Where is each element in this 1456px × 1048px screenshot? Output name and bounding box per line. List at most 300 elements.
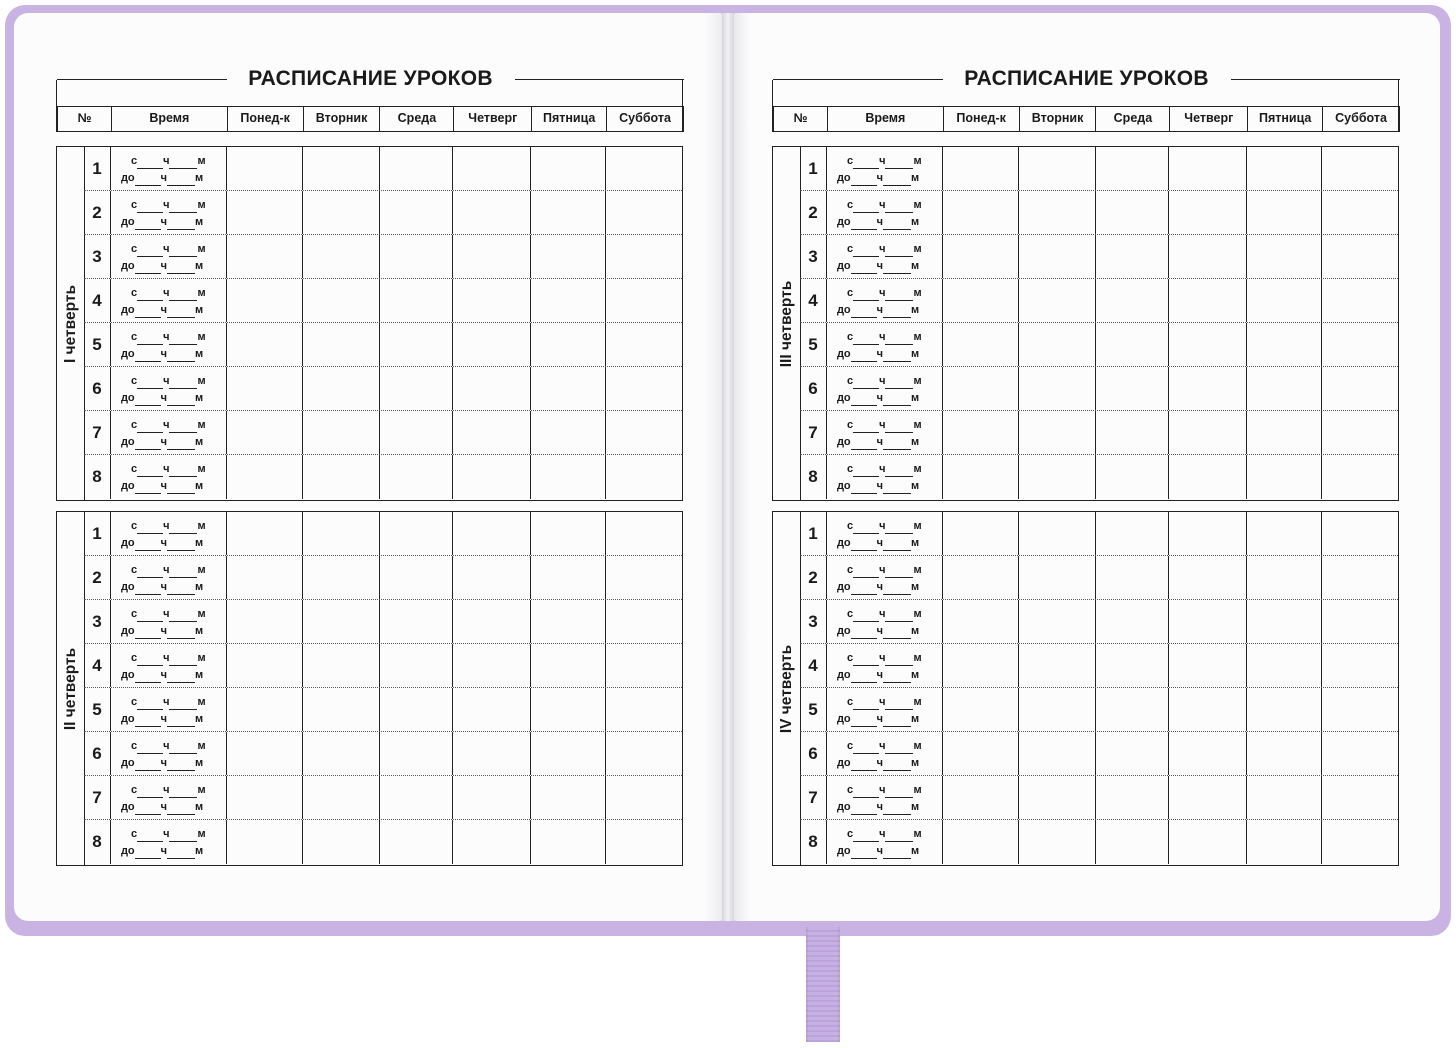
minutes-blank[interactable] <box>883 394 911 406</box>
day-cell[interactable] <box>1169 455 1247 499</box>
lesson-time-field[interactable] <box>111 323 227 366</box>
day-cell[interactable] <box>943 235 1019 278</box>
day-cell[interactable] <box>1169 732 1247 775</box>
day-cell[interactable] <box>1247 147 1322 190</box>
hours-blank[interactable] <box>851 627 877 639</box>
hours-blank[interactable] <box>851 759 877 771</box>
day-cell[interactable] <box>1169 688 1247 731</box>
hours-blank[interactable] <box>851 583 877 595</box>
minutes-blank[interactable] <box>883 627 911 639</box>
hours-blank[interactable] <box>853 830 879 842</box>
hours-blank[interactable] <box>851 671 877 683</box>
lesson-time-field[interactable] <box>111 147 227 190</box>
day-cell[interactable] <box>380 776 454 819</box>
day-cell[interactable] <box>453 688 531 731</box>
hours-blank[interactable] <box>137 333 163 345</box>
day-cell[interactable] <box>1322 776 1398 819</box>
lesson-time-field[interactable] <box>827 191 943 234</box>
day-cell[interactable] <box>531 556 606 599</box>
day-cell[interactable] <box>606 688 682 731</box>
minutes-blank[interactable] <box>169 566 197 578</box>
day-cell[interactable] <box>227 235 303 278</box>
minutes-blank[interactable] <box>885 157 913 169</box>
day-cell[interactable] <box>380 279 454 322</box>
day-cell[interactable] <box>380 512 454 555</box>
lesson-time-field[interactable] <box>827 147 943 190</box>
day-cell[interactable] <box>303 644 380 687</box>
hours-blank[interactable] <box>135 350 161 362</box>
hours-blank[interactable] <box>851 174 877 186</box>
day-cell[interactable] <box>606 235 682 278</box>
minutes-blank[interactable] <box>885 830 913 842</box>
hours-blank[interactable] <box>137 157 163 169</box>
day-cell[interactable] <box>380 147 454 190</box>
day-cell[interactable] <box>380 688 454 731</box>
day-cell[interactable] <box>1247 820 1322 864</box>
day-cell[interactable] <box>380 600 454 643</box>
lesson-time-field[interactable] <box>827 235 943 278</box>
lesson-time-field[interactable] <box>111 455 227 499</box>
day-cell[interactable] <box>1247 776 1322 819</box>
day-cell[interactable] <box>1096 644 1170 687</box>
day-cell[interactable] <box>1169 279 1247 322</box>
day-cell[interactable] <box>1169 367 1247 410</box>
day-cell[interactable] <box>1019 147 1096 190</box>
minutes-blank[interactable] <box>167 847 195 859</box>
day-cell[interactable] <box>303 279 380 322</box>
lesson-time-field[interactable] <box>827 367 943 410</box>
minutes-blank[interactable] <box>167 394 195 406</box>
day-cell[interactable] <box>303 367 380 410</box>
day-cell[interactable] <box>227 556 303 599</box>
hours-blank[interactable] <box>135 847 161 859</box>
day-cell[interactable] <box>1322 235 1398 278</box>
hours-blank[interactable] <box>853 289 879 301</box>
hours-blank[interactable] <box>851 262 877 274</box>
day-cell[interactable] <box>1096 455 1170 499</box>
day-cell[interactable] <box>227 367 303 410</box>
hours-blank[interactable] <box>135 482 161 494</box>
hours-blank[interactable] <box>137 377 163 389</box>
day-cell[interactable] <box>531 191 606 234</box>
day-cell[interactable] <box>1322 688 1398 731</box>
day-cell[interactable] <box>227 191 303 234</box>
day-cell[interactable] <box>227 776 303 819</box>
lesson-time-field[interactable] <box>111 367 227 410</box>
day-cell[interactable] <box>1019 732 1096 775</box>
day-cell[interactable] <box>943 455 1019 499</box>
day-cell[interactable] <box>1169 556 1247 599</box>
day-cell[interactable] <box>1019 820 1096 864</box>
day-cell[interactable] <box>380 411 454 454</box>
day-cell[interactable] <box>453 323 531 366</box>
day-cell[interactable] <box>943 688 1019 731</box>
hours-blank[interactable] <box>853 421 879 433</box>
day-cell[interactable] <box>943 411 1019 454</box>
day-cell[interactable] <box>943 600 1019 643</box>
day-cell[interactable] <box>303 323 380 366</box>
hours-blank[interactable] <box>851 350 877 362</box>
hours-blank[interactable] <box>135 627 161 639</box>
minutes-blank[interactable] <box>883 438 911 450</box>
lesson-time-field[interactable] <box>111 644 227 687</box>
day-cell[interactable] <box>1096 191 1170 234</box>
minutes-blank[interactable] <box>883 482 911 494</box>
day-cell[interactable] <box>380 732 454 775</box>
minutes-blank[interactable] <box>169 289 197 301</box>
hours-blank[interactable] <box>853 742 879 754</box>
day-cell[interactable] <box>1322 732 1398 775</box>
lesson-time-field[interactable] <box>827 776 943 819</box>
lesson-time-field[interactable] <box>827 279 943 322</box>
minutes-blank[interactable] <box>169 421 197 433</box>
day-cell[interactable] <box>1322 455 1398 499</box>
hours-blank[interactable] <box>137 698 163 710</box>
day-cell[interactable] <box>380 644 454 687</box>
day-cell[interactable] <box>1322 279 1398 322</box>
minutes-blank[interactable] <box>885 742 913 754</box>
lesson-time-field[interactable] <box>111 556 227 599</box>
day-cell[interactable] <box>943 512 1019 555</box>
day-cell[interactable] <box>531 323 606 366</box>
lesson-time-field[interactable] <box>111 411 227 454</box>
minutes-blank[interactable] <box>885 201 913 213</box>
day-cell[interactable] <box>943 279 1019 322</box>
day-cell[interactable] <box>453 279 531 322</box>
day-cell[interactable] <box>1019 279 1096 322</box>
minutes-blank[interactable] <box>885 245 913 257</box>
minutes-blank[interactable] <box>883 671 911 683</box>
day-cell[interactable] <box>1019 600 1096 643</box>
hours-blank[interactable] <box>851 715 877 727</box>
day-cell[interactable] <box>1322 512 1398 555</box>
day-cell[interactable] <box>606 367 682 410</box>
day-cell[interactable] <box>1169 191 1247 234</box>
day-cell[interactable] <box>303 455 380 499</box>
day-cell[interactable] <box>453 512 531 555</box>
day-cell[interactable] <box>1247 191 1322 234</box>
day-cell[interactable] <box>606 191 682 234</box>
day-cell[interactable] <box>1096 600 1170 643</box>
minutes-blank[interactable] <box>885 698 913 710</box>
minutes-blank[interactable] <box>883 803 911 815</box>
day-cell[interactable] <box>1247 367 1322 410</box>
minutes-blank[interactable] <box>883 174 911 186</box>
lesson-time-field[interactable] <box>111 776 227 819</box>
day-cell[interactable] <box>1019 367 1096 410</box>
day-cell[interactable] <box>1019 644 1096 687</box>
lesson-time-field[interactable] <box>111 688 227 731</box>
hours-blank[interactable] <box>851 539 877 551</box>
day-cell[interactable] <box>380 191 454 234</box>
hours-blank[interactable] <box>135 539 161 551</box>
day-cell[interactable] <box>531 235 606 278</box>
day-cell[interactable] <box>1019 556 1096 599</box>
day-cell[interactable] <box>531 279 606 322</box>
lesson-time-field[interactable] <box>827 820 943 864</box>
day-cell[interactable] <box>1019 455 1096 499</box>
minutes-blank[interactable] <box>169 830 197 842</box>
hours-blank[interactable] <box>135 803 161 815</box>
day-cell[interactable] <box>303 732 380 775</box>
day-cell[interactable] <box>531 732 606 775</box>
day-cell[interactable] <box>1096 820 1170 864</box>
lesson-time-field[interactable] <box>827 455 943 499</box>
day-cell[interactable] <box>943 644 1019 687</box>
day-cell[interactable] <box>303 556 380 599</box>
day-cell[interactable] <box>453 455 531 499</box>
minutes-blank[interactable] <box>167 539 195 551</box>
day-cell[interactable] <box>1169 235 1247 278</box>
minutes-blank[interactable] <box>167 218 195 230</box>
day-cell[interactable] <box>453 556 531 599</box>
hours-blank[interactable] <box>853 157 879 169</box>
minutes-blank[interactable] <box>167 262 195 274</box>
hours-blank[interactable] <box>137 522 163 534</box>
day-cell[interactable] <box>1169 776 1247 819</box>
day-cell[interactable] <box>1019 688 1096 731</box>
lesson-time-field[interactable] <box>827 688 943 731</box>
day-cell[interactable] <box>1247 235 1322 278</box>
day-cell[interactable] <box>1096 147 1170 190</box>
minutes-blank[interactable] <box>167 803 195 815</box>
day-cell[interactable] <box>1096 776 1170 819</box>
day-cell[interactable] <box>943 732 1019 775</box>
day-cell[interactable] <box>606 732 682 775</box>
day-cell[interactable] <box>943 556 1019 599</box>
minutes-blank[interactable] <box>885 465 913 477</box>
day-cell[interactable] <box>531 455 606 499</box>
day-cell[interactable] <box>606 644 682 687</box>
hours-blank[interactable] <box>135 262 161 274</box>
lesson-time-field[interactable] <box>827 556 943 599</box>
day-cell[interactable] <box>303 512 380 555</box>
day-cell[interactable] <box>303 688 380 731</box>
day-cell[interactable] <box>453 411 531 454</box>
minutes-blank[interactable] <box>169 201 197 213</box>
hours-blank[interactable] <box>137 465 163 477</box>
minutes-blank[interactable] <box>169 245 197 257</box>
day-cell[interactable] <box>1247 512 1322 555</box>
minutes-blank[interactable] <box>885 377 913 389</box>
minutes-blank[interactable] <box>167 482 195 494</box>
minutes-blank[interactable] <box>169 377 197 389</box>
hours-blank[interactable] <box>137 610 163 622</box>
day-cell[interactable] <box>453 191 531 234</box>
day-cell[interactable] <box>303 191 380 234</box>
minutes-blank[interactable] <box>169 698 197 710</box>
hours-blank[interactable] <box>137 742 163 754</box>
day-cell[interactable] <box>531 512 606 555</box>
lesson-time-field[interactable] <box>827 323 943 366</box>
day-cell[interactable] <box>606 600 682 643</box>
minutes-blank[interactable] <box>169 610 197 622</box>
minutes-blank[interactable] <box>883 350 911 362</box>
minutes-blank[interactable] <box>883 262 911 274</box>
day-cell[interactable] <box>531 367 606 410</box>
minutes-blank[interactable] <box>169 465 197 477</box>
day-cell[interactable] <box>453 600 531 643</box>
day-cell[interactable] <box>227 600 303 643</box>
minutes-blank[interactable] <box>167 583 195 595</box>
day-cell[interactable] <box>227 279 303 322</box>
hours-blank[interactable] <box>137 654 163 666</box>
minutes-blank[interactable] <box>169 742 197 754</box>
day-cell[interactable] <box>1322 147 1398 190</box>
minutes-blank[interactable] <box>169 157 197 169</box>
hours-blank[interactable] <box>851 306 877 318</box>
day-cell[interactable] <box>1247 455 1322 499</box>
lesson-time-field[interactable] <box>111 732 227 775</box>
hours-blank[interactable] <box>851 482 877 494</box>
day-cell[interactable] <box>227 644 303 687</box>
day-cell[interactable] <box>531 600 606 643</box>
day-cell[interactable] <box>380 820 454 864</box>
hours-blank[interactable] <box>135 438 161 450</box>
day-cell[interactable] <box>1247 688 1322 731</box>
lesson-time-field[interactable] <box>827 411 943 454</box>
day-cell[interactable] <box>380 323 454 366</box>
day-cell[interactable] <box>380 455 454 499</box>
day-cell[interactable] <box>1169 600 1247 643</box>
day-cell[interactable] <box>606 279 682 322</box>
minutes-blank[interactable] <box>885 522 913 534</box>
minutes-blank[interactable] <box>169 786 197 798</box>
day-cell[interactable] <box>380 367 454 410</box>
day-cell[interactable] <box>453 235 531 278</box>
day-cell[interactable] <box>1169 644 1247 687</box>
minutes-blank[interactable] <box>167 306 195 318</box>
day-cell[interactable] <box>1169 820 1247 864</box>
day-cell[interactable] <box>227 455 303 499</box>
hours-blank[interactable] <box>853 522 879 534</box>
hours-blank[interactable] <box>853 654 879 666</box>
day-cell[interactable] <box>303 147 380 190</box>
day-cell[interactable] <box>1247 411 1322 454</box>
day-cell[interactable] <box>606 323 682 366</box>
minutes-blank[interactable] <box>883 218 911 230</box>
day-cell[interactable] <box>531 820 606 864</box>
day-cell[interactable] <box>606 455 682 499</box>
day-cell[interactable] <box>1019 235 1096 278</box>
hours-blank[interactable] <box>853 566 879 578</box>
day-cell[interactable] <box>606 556 682 599</box>
day-cell[interactable] <box>1322 556 1398 599</box>
day-cell[interactable] <box>453 367 531 410</box>
minutes-blank[interactable] <box>885 421 913 433</box>
hours-blank[interactable] <box>853 465 879 477</box>
hours-blank[interactable] <box>137 421 163 433</box>
day-cell[interactable] <box>606 776 682 819</box>
day-cell[interactable] <box>227 411 303 454</box>
day-cell[interactable] <box>1096 411 1170 454</box>
day-cell[interactable] <box>227 323 303 366</box>
day-cell[interactable] <box>1169 512 1247 555</box>
day-cell[interactable] <box>943 147 1019 190</box>
day-cell[interactable] <box>453 644 531 687</box>
minutes-blank[interactable] <box>169 333 197 345</box>
day-cell[interactable] <box>303 776 380 819</box>
minutes-blank[interactable] <box>167 759 195 771</box>
minutes-blank[interactable] <box>167 438 195 450</box>
day-cell[interactable] <box>1096 323 1170 366</box>
minutes-blank[interactable] <box>885 566 913 578</box>
day-cell[interactable] <box>1019 776 1096 819</box>
hours-blank[interactable] <box>137 830 163 842</box>
lesson-time-field[interactable] <box>111 191 227 234</box>
hours-blank[interactable] <box>853 333 879 345</box>
minutes-blank[interactable] <box>169 654 197 666</box>
day-cell[interactable] <box>531 776 606 819</box>
hours-blank[interactable] <box>135 218 161 230</box>
day-cell[interactable] <box>606 820 682 864</box>
hours-blank[interactable] <box>135 583 161 595</box>
day-cell[interactable] <box>303 820 380 864</box>
hours-blank[interactable] <box>137 786 163 798</box>
minutes-blank[interactable] <box>169 522 197 534</box>
day-cell[interactable] <box>303 600 380 643</box>
day-cell[interactable] <box>531 147 606 190</box>
day-cell[interactable] <box>1247 323 1322 366</box>
day-cell[interactable] <box>1096 367 1170 410</box>
minutes-blank[interactable] <box>885 654 913 666</box>
hours-blank[interactable] <box>135 671 161 683</box>
day-cell[interactable] <box>1322 191 1398 234</box>
day-cell[interactable] <box>1169 147 1247 190</box>
day-cell[interactable] <box>303 235 380 278</box>
minutes-blank[interactable] <box>883 306 911 318</box>
day-cell[interactable] <box>1247 600 1322 643</box>
day-cell[interactable] <box>1322 323 1398 366</box>
hours-blank[interactable] <box>137 566 163 578</box>
day-cell[interactable] <box>531 688 606 731</box>
minutes-blank[interactable] <box>167 627 195 639</box>
day-cell[interactable] <box>227 512 303 555</box>
day-cell[interactable] <box>380 556 454 599</box>
day-cell[interactable] <box>1247 556 1322 599</box>
day-cell[interactable] <box>1096 556 1170 599</box>
minutes-blank[interactable] <box>883 583 911 595</box>
day-cell[interactable] <box>227 820 303 864</box>
minutes-blank[interactable] <box>167 350 195 362</box>
day-cell[interactable] <box>943 776 1019 819</box>
hours-blank[interactable] <box>137 201 163 213</box>
day-cell[interactable] <box>1322 367 1398 410</box>
hours-blank[interactable] <box>851 438 877 450</box>
day-cell[interactable] <box>227 688 303 731</box>
hours-blank[interactable] <box>135 306 161 318</box>
hours-blank[interactable] <box>851 847 877 859</box>
hours-blank[interactable] <box>853 786 879 798</box>
day-cell[interactable] <box>1247 644 1322 687</box>
day-cell[interactable] <box>531 644 606 687</box>
hours-blank[interactable] <box>137 289 163 301</box>
minutes-blank[interactable] <box>883 539 911 551</box>
minutes-blank[interactable] <box>885 610 913 622</box>
hours-blank[interactable] <box>853 377 879 389</box>
day-cell[interactable] <box>943 820 1019 864</box>
day-cell[interactable] <box>1019 323 1096 366</box>
day-cell[interactable] <box>943 191 1019 234</box>
hours-blank[interactable] <box>853 201 879 213</box>
day-cell[interactable] <box>1096 512 1170 555</box>
minutes-blank[interactable] <box>167 715 195 727</box>
day-cell[interactable] <box>1169 323 1247 366</box>
lesson-time-field[interactable] <box>827 644 943 687</box>
lesson-time-field[interactable] <box>111 279 227 322</box>
day-cell[interactable] <box>1322 820 1398 864</box>
day-cell[interactable] <box>227 732 303 775</box>
